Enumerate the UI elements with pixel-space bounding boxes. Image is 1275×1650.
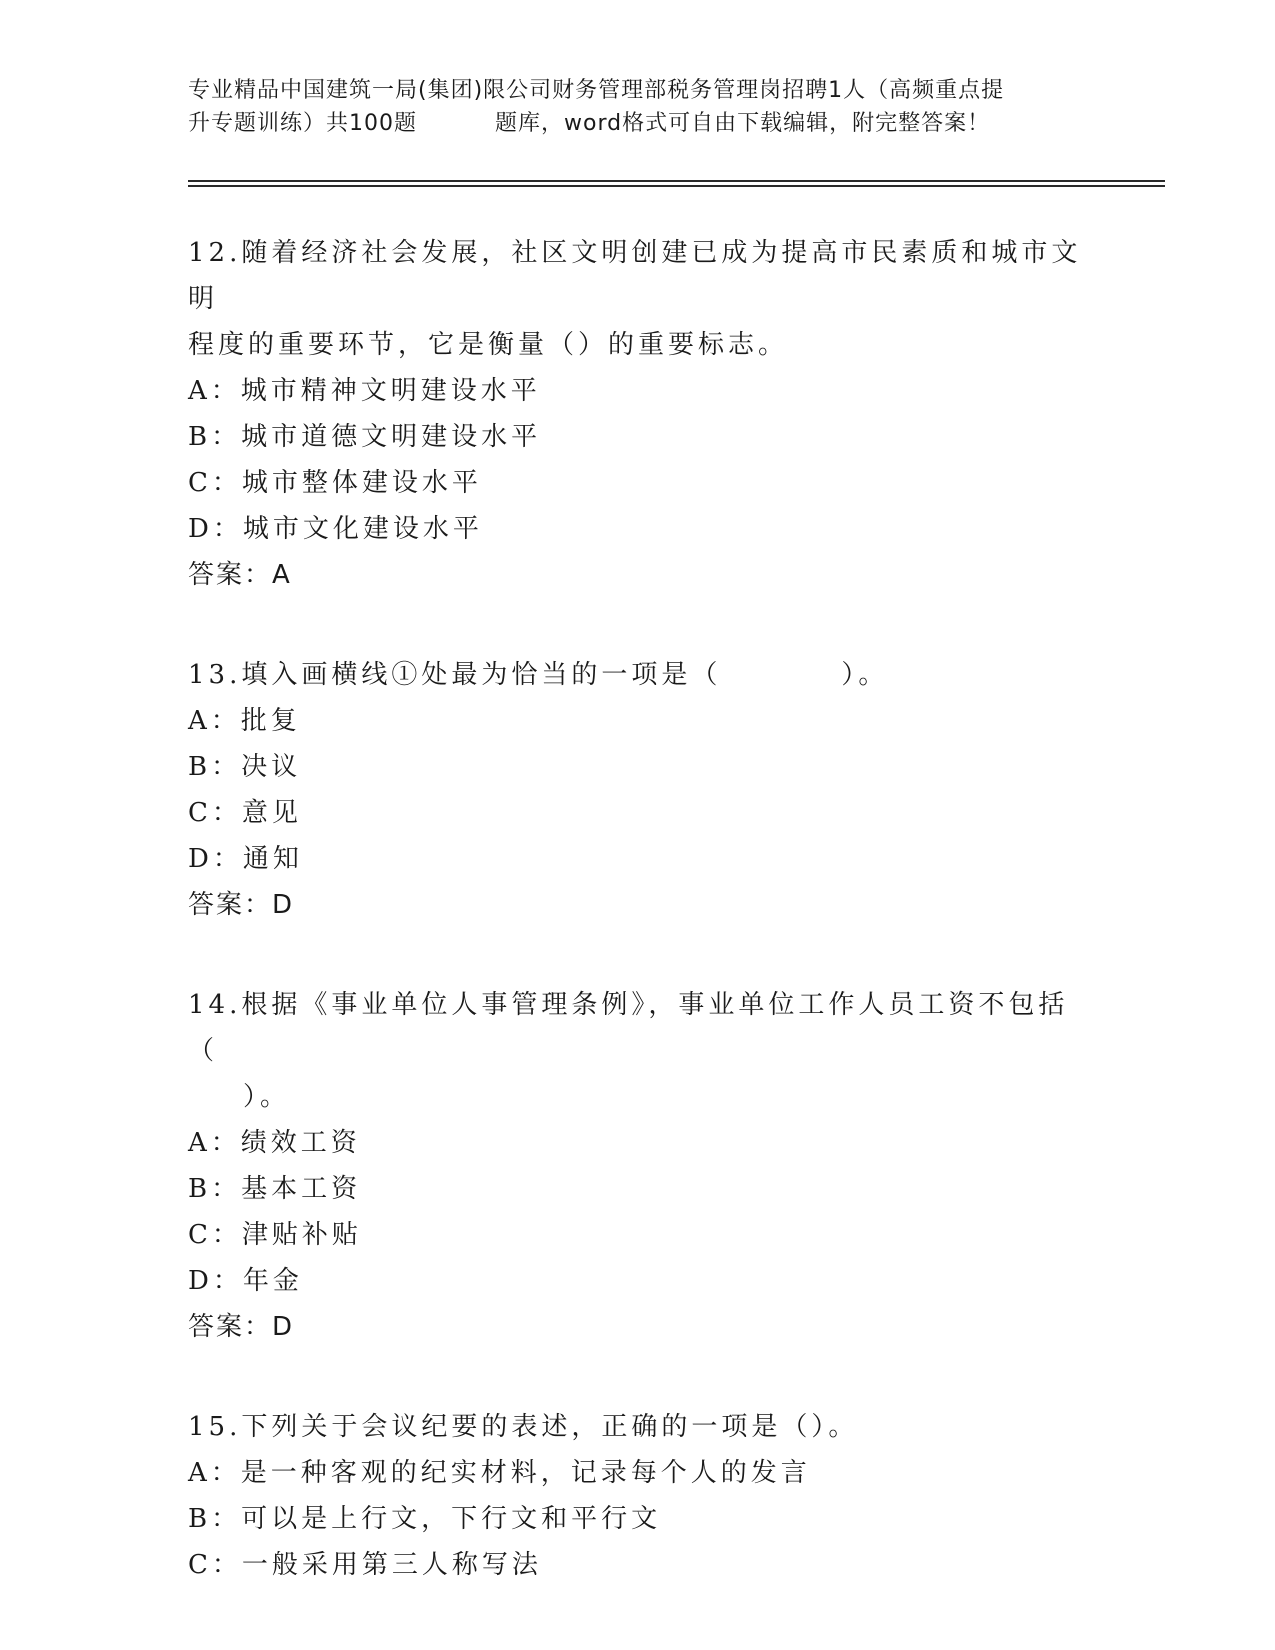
option-c: C：意见 [188, 798, 302, 828]
question-15 [188, 1404, 1088, 1588]
question-stem-continued: 程度的重要环节，它是衡量（）的重要标志。 [188, 330, 789, 360]
question-stem: 15.下列关于会议纪要的表述，正确的一项是（）。 [188, 1412, 859, 1442]
option-b: B：基本工资 [188, 1174, 362, 1204]
header-title-line-2 [188, 107, 1088, 140]
question-stem-end: ）。 [841, 660, 889, 690]
option-b: B：城市道德文明建设水平 [188, 422, 542, 452]
option-a: A：批复 [188, 706, 301, 736]
option-c: C：城市整体建设水平 [188, 468, 482, 498]
header-question-count: 升专题训练）共100题 [188, 111, 417, 136]
question-13 [188, 652, 1088, 928]
header-divider-bottom [188, 185, 1165, 187]
question-stem: 12.随着经济社会发展，社区文明创建已成为提高市民素质和城市文明 [188, 238, 1082, 314]
answer: 答案：D [188, 890, 295, 920]
question-12 [188, 230, 1088, 598]
header-divider-top [188, 180, 1165, 182]
option-d: D：城市文化建设水平 [188, 514, 483, 544]
option-b: B：可以是上行文，下行文和平行文 [188, 1504, 662, 1534]
question-stem-continued: ）。 [243, 1082, 291, 1112]
option-a: A：绩效工资 [188, 1128, 361, 1158]
option-c: C：津贴补贴 [188, 1220, 362, 1250]
option-b: B：决议 [188, 752, 302, 782]
question-14 [188, 982, 1088, 1350]
page-header [188, 74, 1088, 140]
option-a: A：是一种客观的纪实材料，记录每个人的发言 [188, 1458, 811, 1488]
question-stem [188, 652, 1088, 698]
header-download-note: 题库，word格式可自由下载编辑，附完整答案！ [495, 111, 991, 136]
question-stem: 14.根据《事业单位人事管理条例》，事业单位工作人员工资不包括（ [188, 990, 1069, 1066]
answer: 答案：A [188, 560, 292, 590]
option-d: D：年金 [188, 1266, 303, 1296]
option-a: A：城市精神文明建设水平 [188, 376, 541, 406]
header-title-line-1: 专业精品中国建筑一局(集团)限公司财务管理部税务管理岗招聘1人（高频重点提 [188, 78, 1005, 103]
answer: 答案：D [188, 1312, 295, 1342]
question-stem-text: 13.填入画横线①处最为恰当的一项是（ [188, 660, 722, 690]
question-list [188, 230, 1088, 1642]
option-c: C：一般采用第三人称写法 [188, 1550, 542, 1580]
option-d: D：通知 [188, 844, 303, 874]
